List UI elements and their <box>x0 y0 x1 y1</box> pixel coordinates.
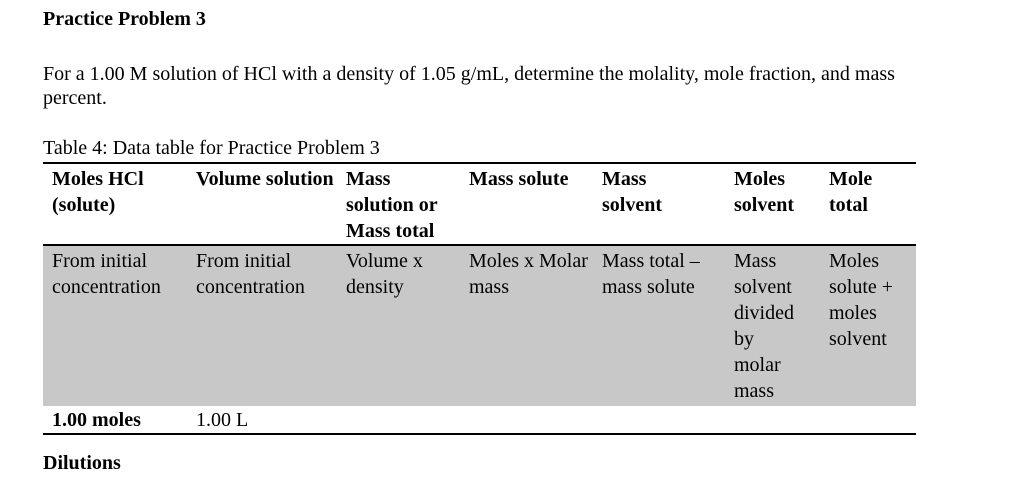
cell-formula-mass-solution: Volume x density <box>337 245 460 406</box>
cell-formula-mass-solvent: Mass total – mass solute <box>593 245 725 406</box>
header-mole-total: Mole total <box>829 168 873 216</box>
cell-formula-mass-solute: Moles x Molar mass <box>460 245 593 406</box>
cell-given-moles-hcl: 1.00 moles <box>52 409 141 431</box>
header-mass-solution: Mass solution or Mass total <box>346 168 438 242</box>
cell-given-volume: 1.00 L <box>196 409 249 431</box>
cell-formula-volume: From initial concentration <box>187 245 337 406</box>
table-row-given <box>43 406 916 434</box>
header-mass-solvent: Mass solvent <box>602 168 662 216</box>
header-moles-solvent: Moles solvent <box>734 168 794 216</box>
header-moles-hcl: Moles HCl (solute) <box>52 168 144 216</box>
header-volume-solution: Volume solution <box>196 168 334 190</box>
data-table <box>43 162 916 435</box>
cell-given-mass-solute <box>460 406 593 434</box>
section-heading-dilutions: Dilutions <box>43 452 121 474</box>
cell-given-moles-solvent <box>725 406 820 434</box>
table-header-row <box>43 163 916 245</box>
cell-formula-moles-solvent: Mass solvent divided by molar mass <box>725 245 820 406</box>
header-mass-solute: Mass solute <box>469 168 569 190</box>
cell-given-mole-total <box>820 406 916 434</box>
cell-given-mass-solvent <box>593 406 725 434</box>
cell-given-mass-solution <box>337 406 460 434</box>
table-row-formula <box>43 245 916 406</box>
cell-formula-mole-total: Moles solute + moles solvent <box>820 245 916 406</box>
problem-statement: For a 1.00 M solution of HCl with a density of 1.05 g/mL, determine the molality, mole fraction, and mass percent. <box>43 63 895 109</box>
page-title: Practice Problem 3 <box>43 8 206 30</box>
cell-formula-moles-hcl: From initial concentration <box>43 245 187 406</box>
table-caption: Table 4: Data table for Practice Problem 3 <box>43 137 380 159</box>
